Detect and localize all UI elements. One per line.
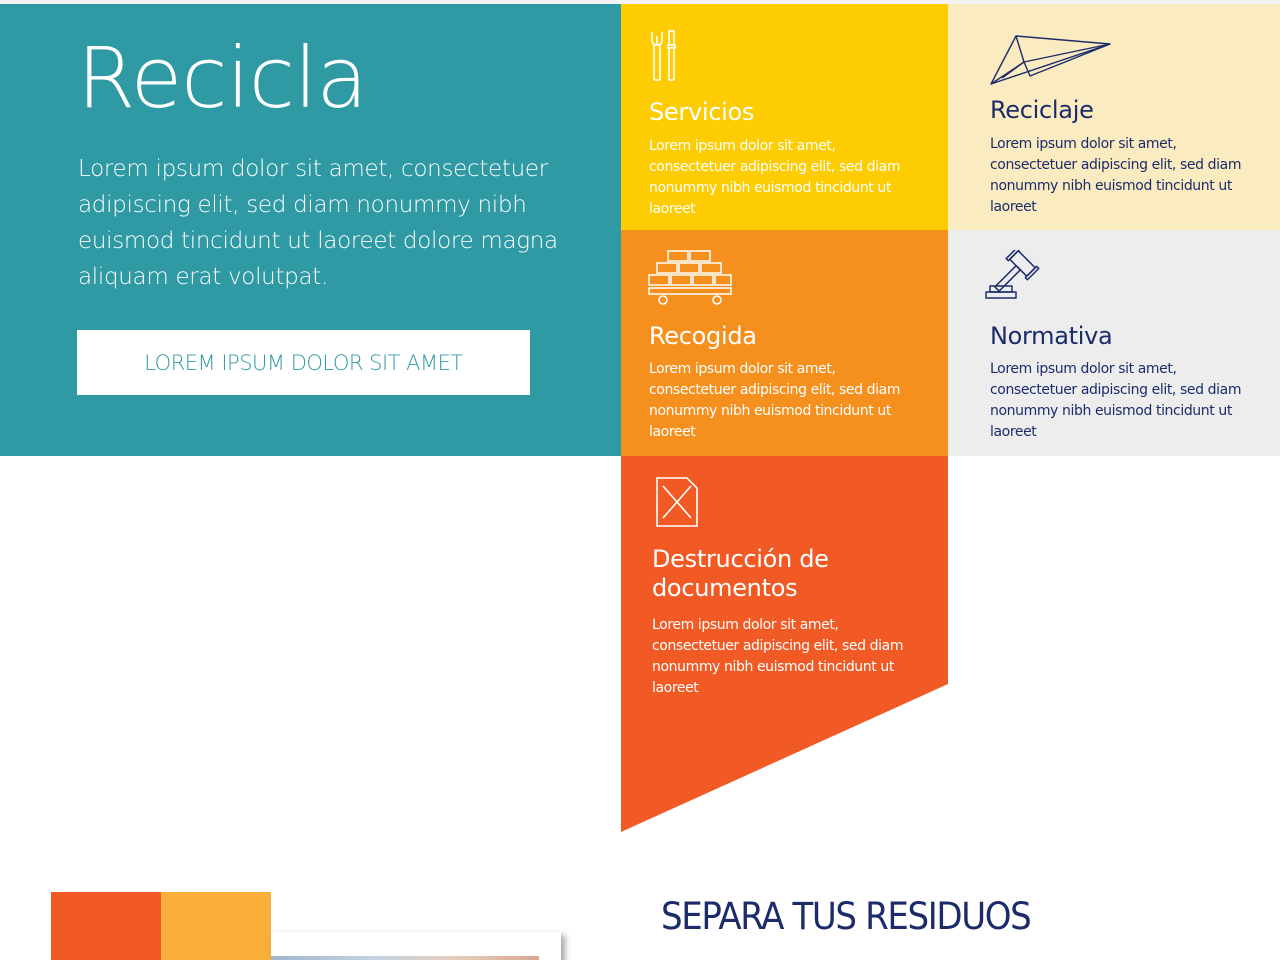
tile-description: Lorem ipsum dolor sit amet, consectetuer adipiscing elit, sed diam nonummy nibh euismod tincidunt ut laoreet: [990, 136, 1242, 215]
tile-title: Destrucción de documentos: [652, 545, 829, 602]
tile-title: Reciclaje: [990, 96, 1094, 124]
hero-cta-button[interactable]: LOREM IPSUM DOLOR SIT AMET: [77, 330, 530, 395]
color-swatch-orange: [51, 892, 161, 960]
hero-description: Lorem ipsum dolor sit amet, consectetuer adipiscing elit, sed diam nonummy nibh euismod tincidunt ut laoreet dolore magna aliquam erat volutpat.: [78, 156, 558, 290]
tile-title: Recogida: [649, 322, 757, 350]
tile-description: Lorem ipsum dolor sit amet, consectetuer adipiscing elit, sed diam nonummy nibh euismod tincidunt ut laoreet: [652, 617, 904, 696]
tile-description: Lorem ipsum dolor sit amet, consectetuer adipiscing elit, sed diam nonummy nibh euismod tincidunt ut laoreet: [990, 361, 1242, 440]
hero-panel: [0, 4, 621, 456]
tile-description: Lorem ipsum dolor sit amet, consectetuer adipiscing elit, sed diam nonummy nibh euismod tincidunt ut laoreet: [649, 361, 901, 440]
paper-plane-icon: [990, 32, 1114, 86]
tile-title: Normativa: [990, 322, 1113, 350]
tile-recogida[interactable]: [621, 230, 948, 456]
photo-image: [271, 956, 539, 960]
tile-servicios[interactable]: [621, 4, 948, 230]
hero-title: Recicla: [77, 29, 367, 127]
document-x-icon: [655, 476, 699, 528]
tile-destruccion-documentos[interactable]: [621, 456, 948, 832]
tile-title: Servicios: [649, 98, 755, 126]
photo-card: [271, 932, 561, 960]
color-swatch-amber: [161, 892, 271, 960]
tile-reciclaje[interactable]: [948, 4, 1280, 230]
section-title: SEPARA TUS RESIDUOS: [661, 895, 1031, 938]
gavel-icon: [984, 250, 1044, 306]
tools-icon: [649, 30, 681, 84]
tile-description: Lorem ipsum dolor sit amet, consectetuer adipiscing elit, sed diam nonummy nibh euismod tincidunt ut laoreet: [649, 138, 901, 217]
bricks-pallet-icon: [648, 250, 734, 306]
tile-normativa[interactable]: [948, 230, 1280, 456]
